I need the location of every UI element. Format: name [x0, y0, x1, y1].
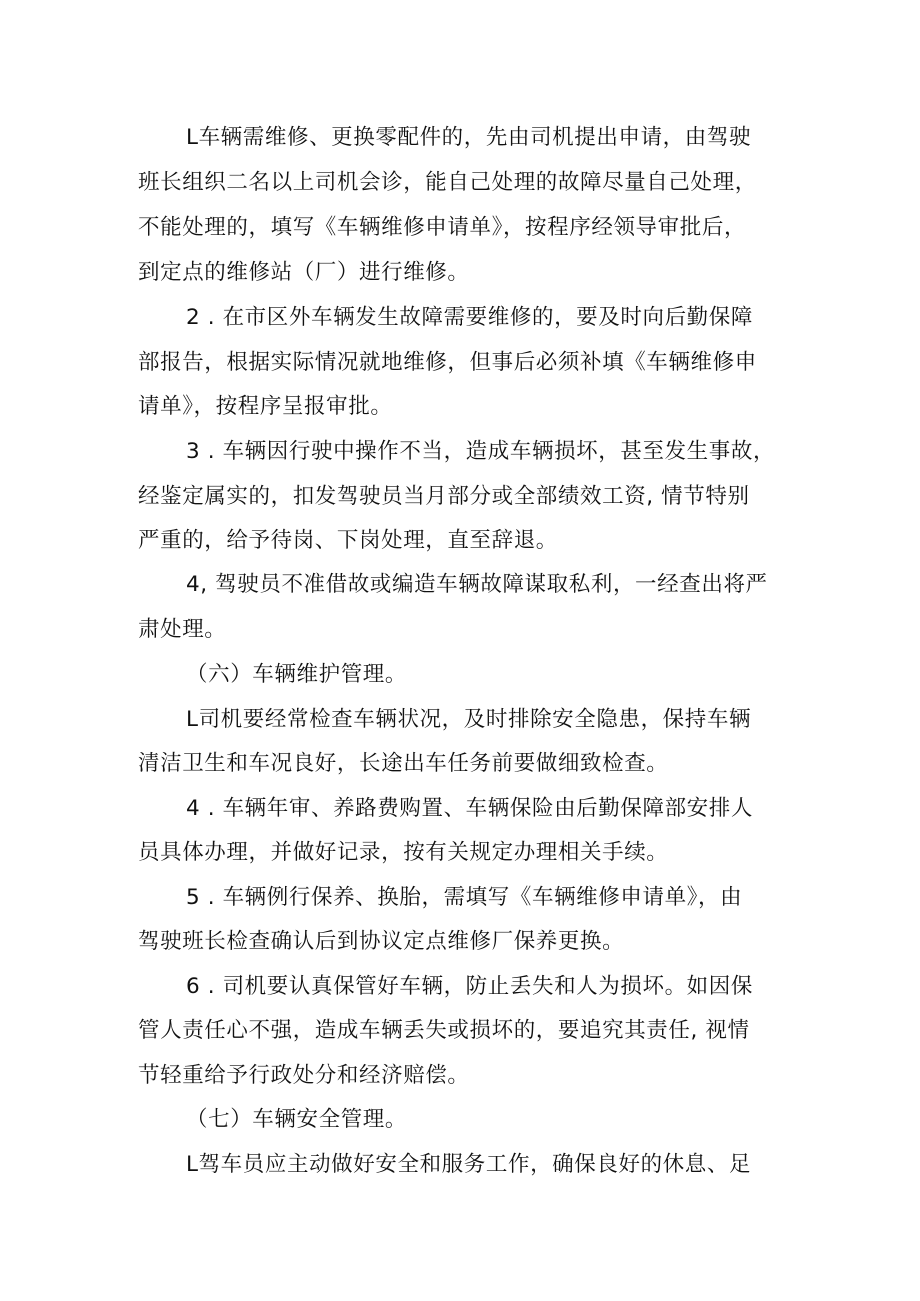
text-line: 员具体办理，并做好记录，按有关规定办理相关手续。: [138, 840, 669, 865]
text-line: 2 . 在市区外车辆发生故障需要维修的，要及时向后勤保障: [186, 305, 753, 330]
text-line: 班长组织二名以上司机会诊，能自己处理的故障尽量自己处理，: [138, 170, 757, 195]
text-line: L车辆需维修、更换零配件的，先由司机提出申请，由驾驶: [186, 125, 752, 150]
text-line: L司机要经常检查车辆状况，及时排除安全隐患，保持车辆: [186, 707, 752, 732]
text-line: 驾驶班长检查确认后到协议定点维修厂保养更换。: [138, 929, 625, 954]
text-line: 节轻重给予行政处分和经济赔偿。: [138, 1063, 470, 1088]
text-line: L驾车员应主动做好安全和服务工作，确保良好的休息、足: [186, 1152, 752, 1177]
text-line: 清洁卫生和车况良好，长途出车任务前要做细致检查。: [138, 751, 669, 776]
text-line: 6 . 司机要认真保管好车辆，防止丢失和人为损坏。如因保: [186, 974, 753, 999]
section-heading: （六）车辆维护管理。: [186, 662, 408, 687]
text-line: 3 . 车辆因行驶中操作不当，造成车辆损坏，甚至发生事故，: [186, 439, 776, 464]
text-line: 不能处理的，填写《车辆维修申请单》，按程序经领导审批后，: [138, 215, 747, 240]
text-line: 到定点的维修站（厂）进行维修。: [138, 260, 470, 285]
text-line: 经鉴定属实的，扣发驾驶员当月部分或全部绩效工资, 情节特别: [138, 484, 750, 509]
text-line: 严重的，给予待岗、下岗处理，直至辞退。: [138, 528, 558, 553]
text-line: 4, 驾驶员不准借故或编造车辆故障谋取私利，一经查出将严: [186, 572, 768, 597]
text-line: 5 . 车辆例行保养、换胎，需填写《车辆维修申请单》，由: [186, 885, 743, 910]
section-heading: （七）车辆安全管理。: [186, 1107, 408, 1132]
text-line: 4 . 车辆年审、养路费购置、车辆保险由后勤保障部安排人: [186, 796, 753, 821]
text-line: 肃处理。: [138, 617, 227, 642]
text-line: 管人责任心不强，造成车辆丢失或损坏的，要追究其责任, 视情: [138, 1018, 750, 1043]
text-line: 部报告，根据实际情况就地维修，但事后必须补填《车辆维修申: [138, 350, 757, 375]
text-line: 请单》，按程序呈报审批。: [138, 394, 393, 419]
